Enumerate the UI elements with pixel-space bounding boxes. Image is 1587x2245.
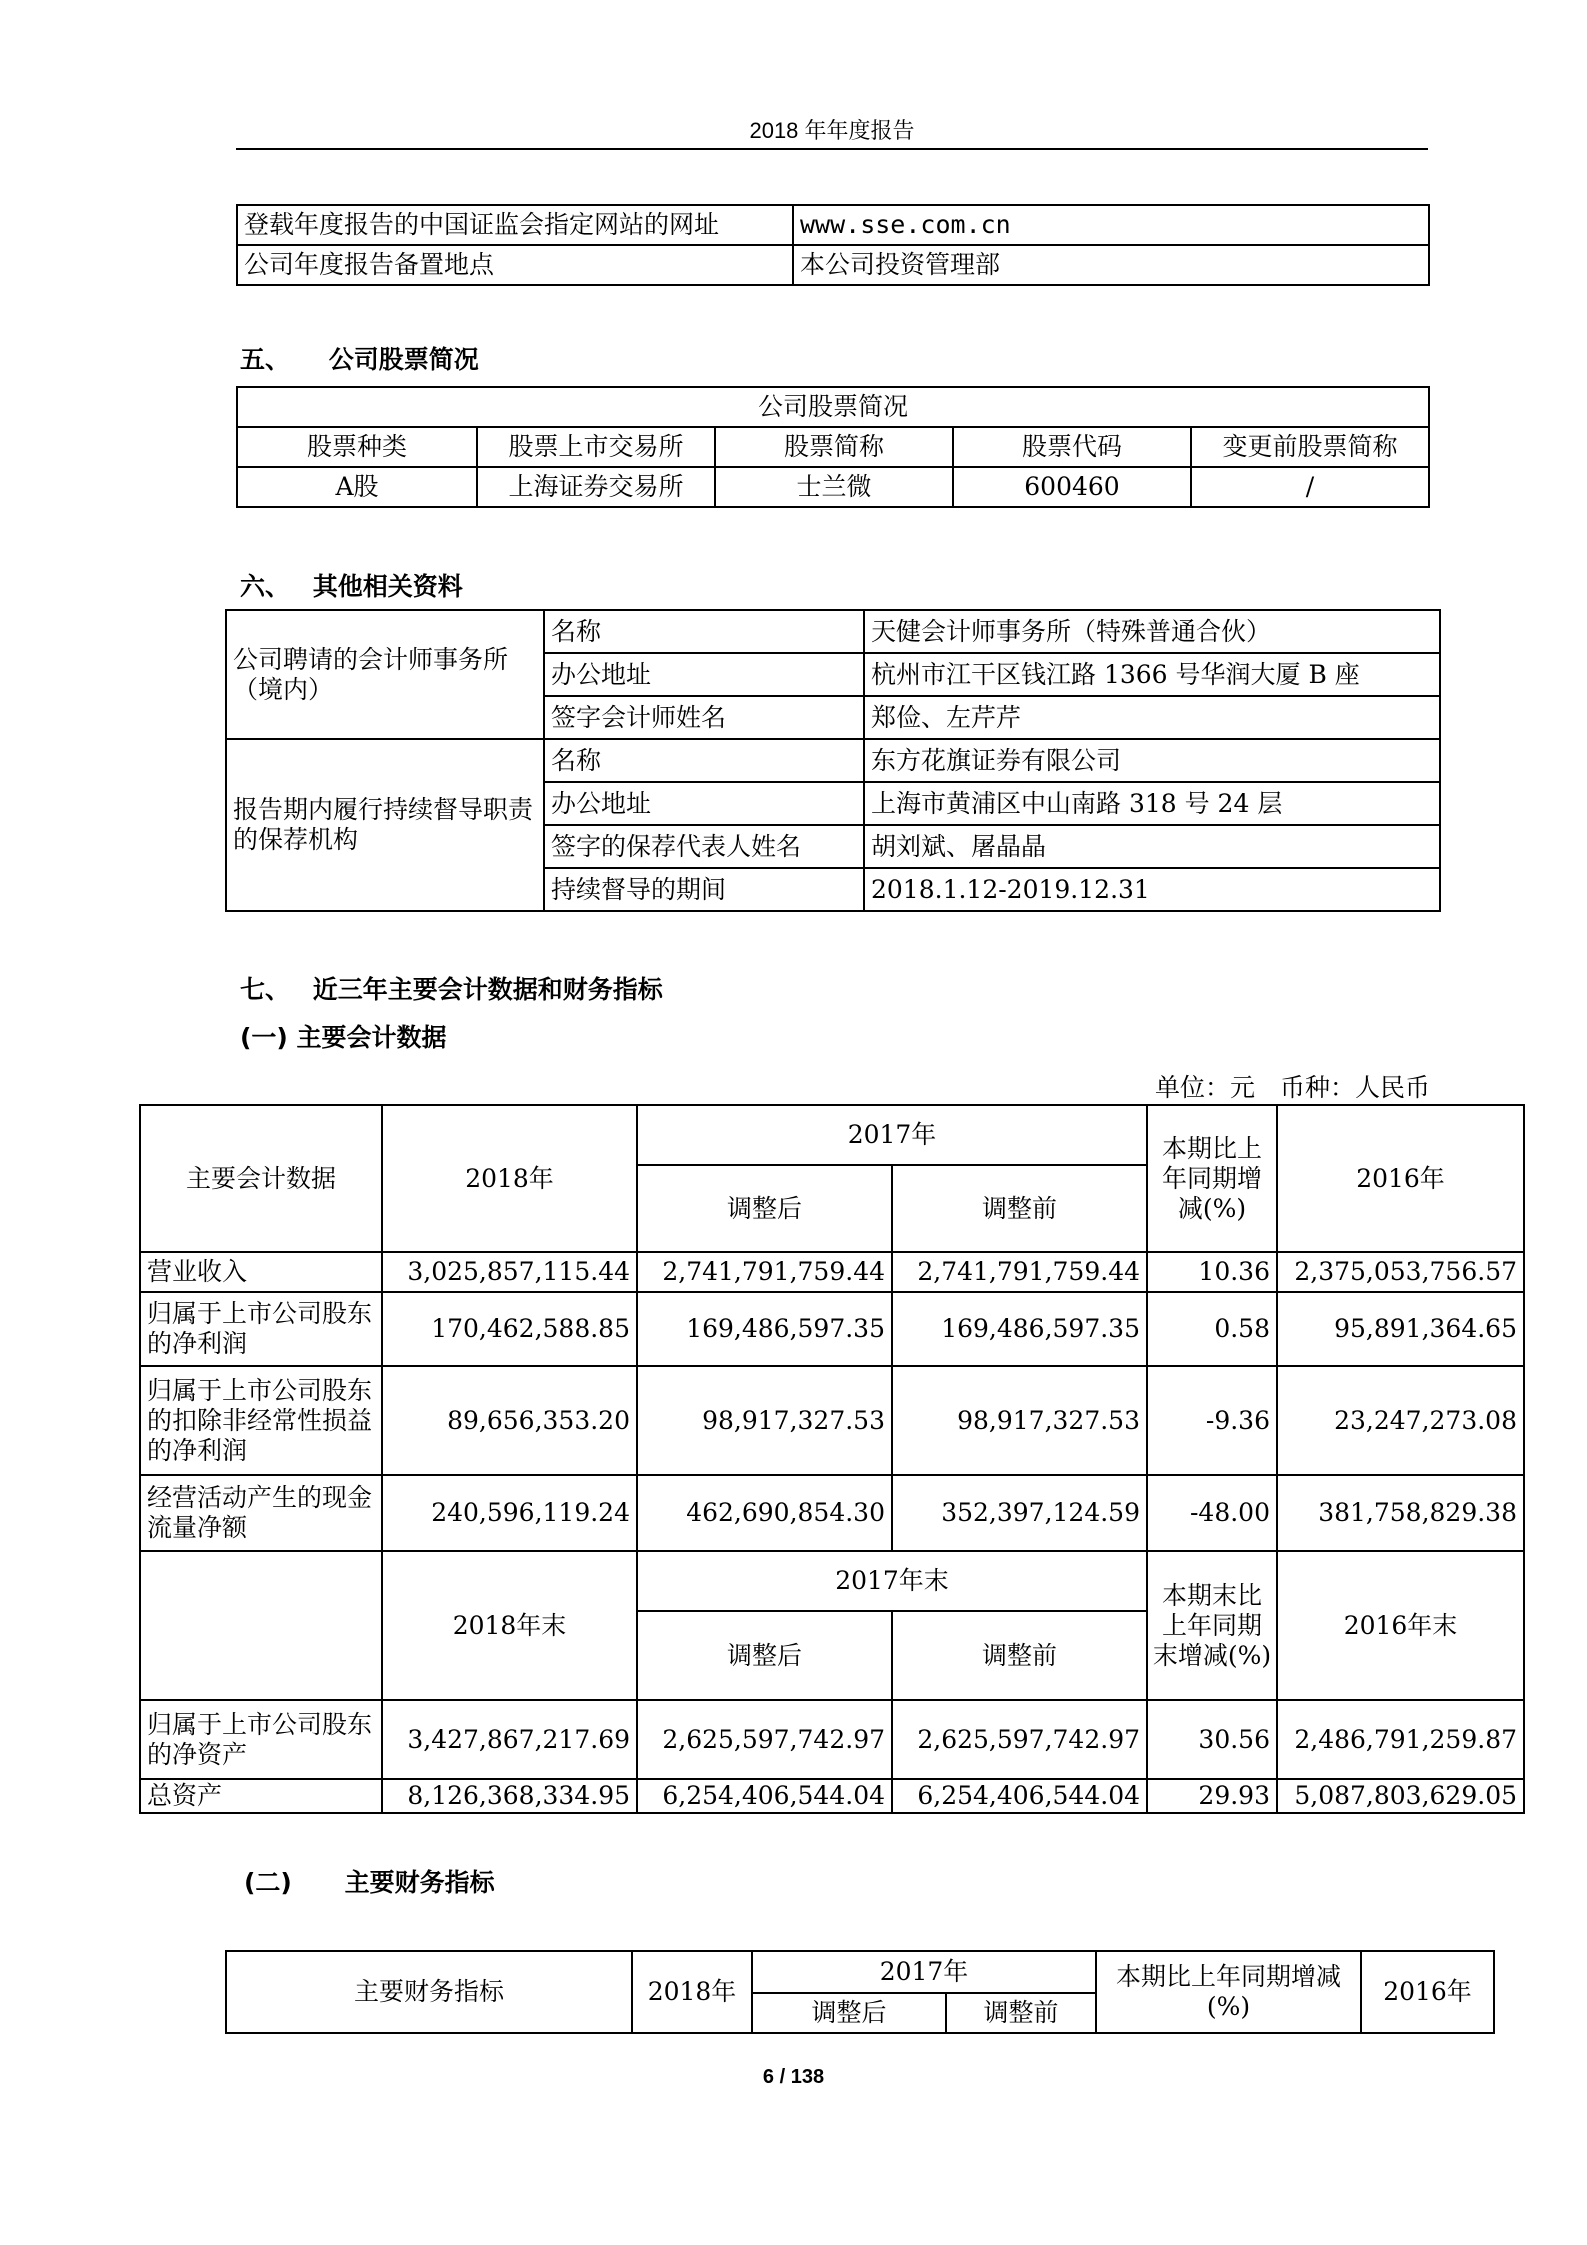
stock-exchange: 上海证券交易所 [477,467,715,507]
acc-head-2016: 2016年 [1277,1105,1524,1252]
acc-row-label: 归属于上市公司股东的净利润 [140,1292,382,1366]
acc-row-label: 经营活动产生的现金流量净额 [140,1475,382,1551]
stock-table-title: 公司股票简况 [237,387,1429,427]
acc-head-change: 本期比上年同期增减(%) [1147,1105,1277,1252]
subsection2-number: (二) [244,1868,292,1897]
acc-cell: 169,486,597.35 [637,1292,892,1366]
acc-cell: 2,741,791,759.44 [637,1252,892,1292]
auditor-key-name: 名称 [544,610,864,653]
acc-cell: 3,427,867,217.69 [382,1700,637,1779]
auditor-value-signers: 郑俭、左芹芹 [864,696,1440,739]
stock-col-code: 股票代码 [953,427,1191,467]
disclosure-label-website: 登载年度报告的中国证监会指定网站的网址 [237,205,793,245]
acc-cell: 0.58 [1147,1292,1277,1366]
acc-row-label: 营业收入 [140,1252,382,1292]
section6-number: 六、 [240,572,291,601]
acc-row-label: 归属于上市公司股东的扣除非经常性损益的净利润 [140,1366,382,1475]
auditor-value-name: 天健会计师事务所（特殊普通合伙） [864,610,1440,653]
auditor-key-address: 办公地址 [544,653,864,696]
sponsor-key-name: 名称 [544,739,864,782]
acc-head-2017-adjusted: 调整后 [637,1165,892,1252]
section5-number: 五、 [240,345,291,374]
acc-cell: 8,126,368,334.95 [382,1779,637,1813]
auditor-key-signers: 签字会计师姓名 [544,696,864,739]
acc-cell: 240,596,119.24 [382,1475,637,1551]
section6-title: 其他相关资料 [312,572,463,601]
acc-cell: 89,656,353.20 [382,1366,637,1475]
acc-head2-2017-end: 2017年末 [637,1551,1147,1611]
stock-type: A股 [237,467,477,507]
acc-cell: 6,254,406,544.04 [637,1779,892,1813]
acc-head-2018: 2018年 [382,1105,637,1252]
fin-head-2017: 2017年 [752,1951,1096,1993]
disclosure-table [236,204,1430,286]
auditor-value-address: 杭州市江干区钱江路 1366 号华润大厦 B 座 [864,653,1440,696]
acc-cell: -9.36 [1147,1366,1277,1475]
stock-table [236,386,1430,508]
disclosure-value-website: www.sse.com.cn [793,205,1429,245]
acc-cell: 10.36 [1147,1252,1277,1292]
acc-cell: 2,625,597,742.97 [892,1700,1147,1779]
page-number: 6 / 138 [762,2066,825,2088]
related-info-table [225,609,1441,912]
subsection2-heading [244,1863,495,1899]
section5-title: 公司股票简况 [328,345,479,374]
acc-head2-2018-end: 2018年末 [382,1551,637,1700]
acc-head2-2016-end: 2016年末 [1277,1551,1524,1700]
sponsor-key-address: 办公地址 [544,782,864,825]
fin-head-2018: 2018年 [632,1951,752,2033]
subsection1-heading: (一) 主要会计数据 [240,1023,447,1052]
section5-heading [240,340,479,376]
fin-head-2017-adjusted: 调整后 [752,1993,946,2033]
section7-title: 近三年主要会计数据和财务指标 [312,975,663,1004]
acc-cell: 95,891,364.65 [1277,1292,1524,1366]
acc-head2-2017-before: 调整前 [892,1611,1147,1700]
fin-head-change: 本期比上年同期增减(%) [1096,1951,1361,2033]
section7-heading [240,970,663,1006]
acc-cell: 3,025,857,115.44 [382,1252,637,1292]
acc-cell: 2,375,053,756.57 [1277,1252,1524,1292]
auditor-group-label: 公司聘请的会计师事务所（境内） [226,610,544,739]
sponsor-value-name: 东方花旗证券有限公司 [864,739,1440,782]
acc-cell: 6,254,406,544.04 [892,1779,1147,1813]
sponsor-key-period: 持续督导的期间 [544,868,864,911]
report-header-title: 2018 年年度报告 [749,118,915,143]
acc-cell: 2,486,791,259.87 [1277,1700,1524,1779]
sponsor-value-reps: 胡刘斌、屠晶晶 [864,825,1440,868]
acc-cell: 29.93 [1147,1779,1277,1813]
acc-row-label: 总资产 [140,1779,382,1813]
acc-row-label: 归属于上市公司股东的净资产 [140,1700,382,1779]
acc-cell: 462,690,854.30 [637,1475,892,1551]
financial-indicators-table [225,1950,1495,2034]
acc-cell: 23,247,273.08 [1277,1366,1524,1475]
disclosure-label-location: 公司年度报告备置地点 [237,245,793,285]
sponsor-key-reps: 签字的保荐代表人姓名 [544,825,864,868]
acc-head-2017-before: 调整前 [892,1165,1147,1252]
acc-head-item: 主要会计数据 [140,1105,382,1252]
header-divider [236,148,1428,150]
subsection2-title: 主要财务指标 [344,1868,495,1897]
fin-head-2017-before: 调整前 [946,1993,1096,2033]
acc-cell: 98,917,327.53 [892,1366,1147,1475]
acc-head2-2017-adjusted: 调整后 [637,1611,892,1700]
stock-prev-abbr: / [1191,467,1429,507]
section6-heading [240,567,463,603]
stock-col-prev-abbr: 变更前股票简称 [1191,427,1429,467]
acc-cell: 169,486,597.35 [892,1292,1147,1366]
accounting-data-table [139,1104,1525,1814]
acc-head-2017: 2017年 [637,1105,1147,1165]
stock-col-exchange: 股票上市交易所 [477,427,715,467]
acc-cell: 381,758,829.38 [1277,1475,1524,1551]
acc-cell: -48.00 [1147,1475,1277,1551]
stock-code: 600460 [953,467,1191,507]
sponsor-value-address: 上海市黄浦区中山南路 318 号 24 层 [864,782,1440,825]
acc-cell: 352,397,124.59 [892,1475,1147,1551]
stock-col-abbr: 股票简称 [715,427,953,467]
section7-number: 七、 [240,975,291,1004]
sponsor-value-period: 2018.1.12-2019.12.31 [864,868,1440,911]
acc-head2-empty [140,1551,382,1700]
currency-unit-note: 单位：元 币种：人民币 [1154,1073,1430,1102]
acc-cell: 5,087,803,629.05 [1277,1779,1524,1813]
acc-cell: 170,462,588.85 [382,1292,637,1366]
stock-abbr: 士兰微 [715,467,953,507]
stock-col-type: 股票种类 [237,427,477,467]
fin-head-2016: 2016年 [1361,1951,1494,2033]
acc-head2-change: 本期末比上年同期末增减(%) [1147,1551,1277,1700]
disclosure-value-location: 本公司投资管理部 [793,245,1429,285]
acc-cell: 98,917,327.53 [637,1366,892,1475]
acc-cell: 30.56 [1147,1700,1277,1779]
acc-cell: 2,741,791,759.44 [892,1252,1147,1292]
fin-head-item: 主要财务指标 [226,1951,632,2033]
acc-cell: 2,625,597,742.97 [637,1700,892,1779]
sponsor-group-label: 报告期内履行持续督导职责的保荐机构 [226,739,544,911]
